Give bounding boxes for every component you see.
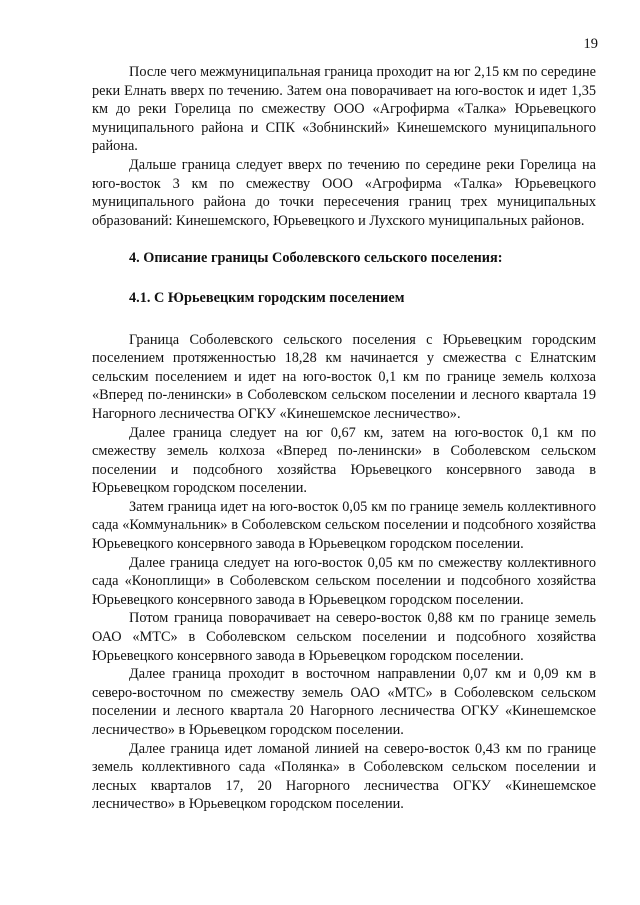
subsection-heading: 4.1. С Юрьевецким городским поселением xyxy=(129,289,405,306)
paragraph: Граница Соболевского сельского поселения с Юрьевецким городским поселением протяженностью 18,28 км начинается у смежества с Елнатским сельским поселением и идет на юго-восток 0,1 км по границе земель колхоза «Вперед по-ленински» в Соболевском сельском поселении и лесного квартала 19 Нагорного лесничества ОГКУ «Кинешемское лесничество». xyxy=(92,331,596,422)
paragraph: Далее граница идет ломаной линией на северо-восток 0,43 км по границе земель коллективного сада «Полянка» в Соболевском сельском поселении и лесных кварталов 17, 20 Нагорного лесничества ОГКУ «Кинешемское лесничество» в Юрьевецком городском поселении. xyxy=(92,740,596,813)
paragraph: Потом граница поворачивает на северо-восток 0,88 км по границе земель ОАО «МТС» в Соболевском сельском поселении и подсобного хозяйства Юрьевецкого консервного завода в Юрьевецком городском поселении. xyxy=(92,610,596,664)
page-number: 19 xyxy=(583,36,598,52)
paragraph: После чего межмуниципальная граница проходит на юг 2,15 км по середине реки Елнать вверх по течению. Затем она поворачивает на юго-восток и идет 1,35 км до реки Горелица по смежеству ООО «Агрофирма «Талка» Юрьевецкого муниципального района и СПК «Зобнинский» Кинешемского муниципального района. xyxy=(92,64,596,155)
paragraph: Далее граница следует на юг 0,67 км, затем на юго-восток 0,1 км по смежеству земель колхоза «Вперед по-ленински» в Соболевском сельском поселении и подсобного хозяйства Юрьевецкого консервного завода в Юрьевецком городском поселении. xyxy=(92,424,596,497)
paragraph: Далее граница следует на юго-восток 0,05 км по смежеству коллективного сада «Коноплищи» в Соболевском сельском поселении и подсобного хозяйства Юрьевецкого консервного завода в Юрьевецком городском поселении. xyxy=(92,554,596,608)
paragraph: Затем граница идет на юго-восток 0,05 км по границе земель коллективного сада «Коммунальник» в Соболевском сельском поселении и подсобного хозяйства Юрьевецкого консервного завода в Юрьевецком городском поселении. xyxy=(92,498,596,553)
paragraph: Дальше граница следует вверх по течению по середине реки Горелица на юго-восток 3 км по смежеству ООО «Агрофирма «Талка» Юрьевецкого муниципального района до точки пересечения границ трех муниципальных образований: Кинешемского, Юрьевецкого и Лухского муниципальных районов. xyxy=(92,156,596,229)
section-heading: 4. Описание границы Соболевского сельского поселения: xyxy=(129,250,503,267)
page-content xyxy=(92,63,596,814)
paragraph: Далее граница проходит в восточном направлении 0,07 км и 0,09 км в северо-восточном по смежеству земель ОАО «МТС» в Соболевском сельском поселении и лесного квартала 20 Нагорного лесничества ОГКУ «Кинешемское лесничество» в Юрьевецком городском поселении. xyxy=(92,666,596,738)
